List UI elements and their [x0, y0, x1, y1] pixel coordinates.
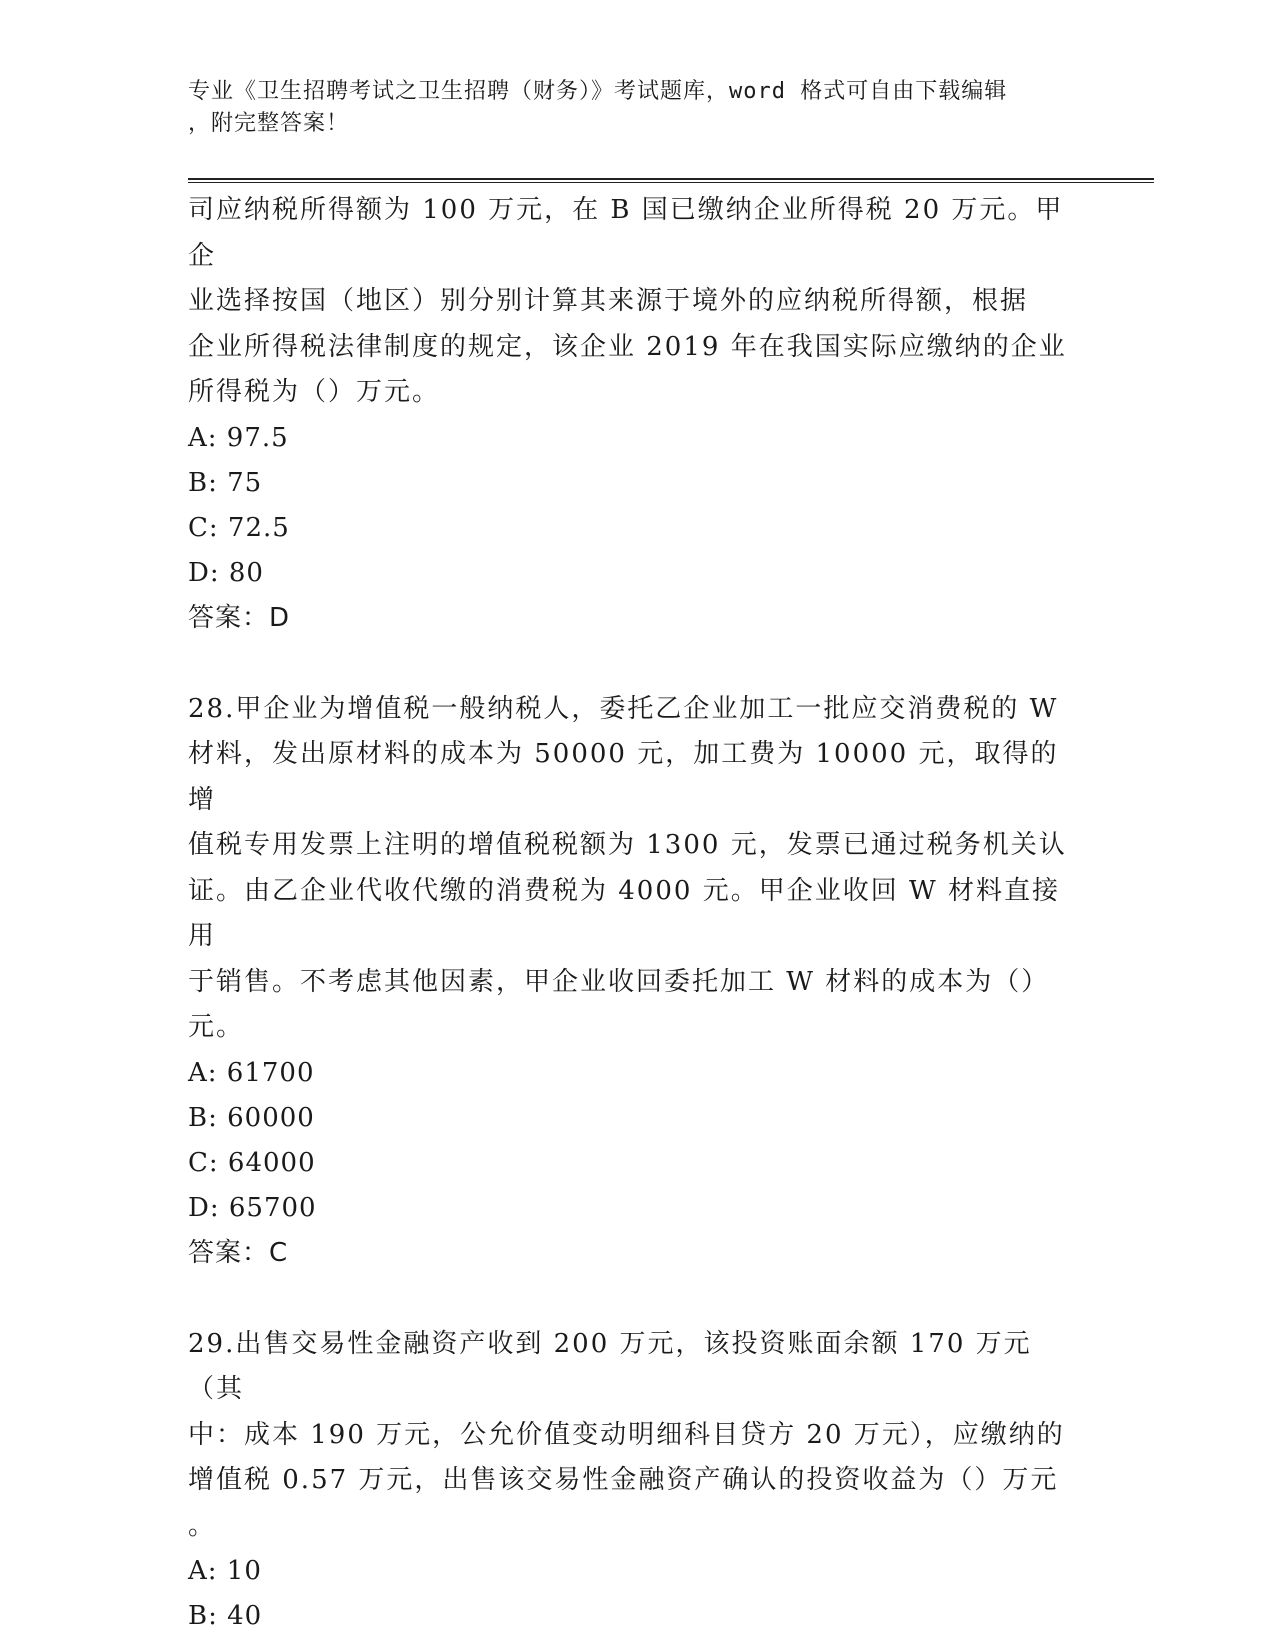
option-b: B: 60000: [188, 1102, 315, 1133]
option-d: D: 65700: [188, 1192, 317, 1223]
answer-label: 答案：C: [188, 1237, 289, 1268]
question-text-line: 于销售。不考虑其他因素，甲企业收回委托加工 W 材料的成本为（）: [188, 966, 1050, 997]
option-a: A: 97.5: [188, 422, 289, 453]
option-d: D: 80: [188, 557, 264, 588]
question-text-line: 司应纳税所得额为 100 万元，在 B 国已缴纳企业所得税 20 万元。甲企: [188, 195, 1064, 271]
question-text-line: 增值税 0.57 万元，出售该交易性金融资产确认的投资收益为（）万元: [188, 1465, 1059, 1495]
page-header: [188, 76, 1068, 140]
question-text-line: 元。: [188, 1012, 245, 1042]
option-c: C: 72.5: [188, 512, 290, 543]
question-text-line: 28.甲企业为增值税一般纳税人，委托乙企业加工一批应交消费税的 W: [188, 693, 1059, 724]
question-text-line: 值税专用发票上注明的增值税税额为 1300 元，发票已通过税务机关认: [188, 830, 1067, 860]
header-rule-thin: [188, 182, 1154, 183]
question-text-line: 证。由乙企业代收代缴的消费税为 4000 元。甲企业收回 W 材料直接用: [188, 875, 1060, 951]
option-b: B: 75: [188, 467, 263, 498]
question-text-line: 业选择按国（地区）别分别计算其来源于境外的应纳税所得额，根据: [188, 286, 1029, 316]
option-a: A: 10: [188, 1556, 262, 1586]
header-rule-thick: [188, 178, 1154, 180]
header-line-1: 专业《卫生招聘考试之卫生招聘（财务）》考试题库，word 格式可自由下载编辑: [188, 79, 1008, 104]
question-29: [188, 1322, 1078, 1640]
question-28: [188, 687, 1078, 1276]
question-text-line: 。: [188, 1510, 217, 1541]
spacer: [188, 641, 1078, 687]
spacer: [188, 1276, 1078, 1322]
option-b: B: 40: [188, 1601, 263, 1631]
option-c: C: 64000: [188, 1147, 316, 1178]
question-text-line: 材料，发出原材料的成本为 50000 元，加工费为 10000 元，取得的增: [188, 739, 1059, 815]
header-line-2: ，附完整答案！: [188, 111, 350, 136]
option-a: A: 61700: [188, 1057, 315, 1088]
question-text-line: 所得税为（）万元。: [188, 377, 441, 407]
question-27: [188, 188, 1078, 641]
question-text-line: 企业所得税法律制度的规定，该企业 2019 年在我国实际应缴纳的企业: [188, 331, 1067, 362]
answer-label: 答案：D: [188, 602, 291, 633]
question-text-line: 29.出售交易性金融资产收到 200 万元，该投资账面余额 170 万元（其: [188, 1328, 1032, 1404]
document-body: [188, 188, 1078, 1639]
question-text-line: 中：成本 190 万元，公允价值变动明细科目贷方 20 万元），应缴纳的: [188, 1419, 1065, 1450]
